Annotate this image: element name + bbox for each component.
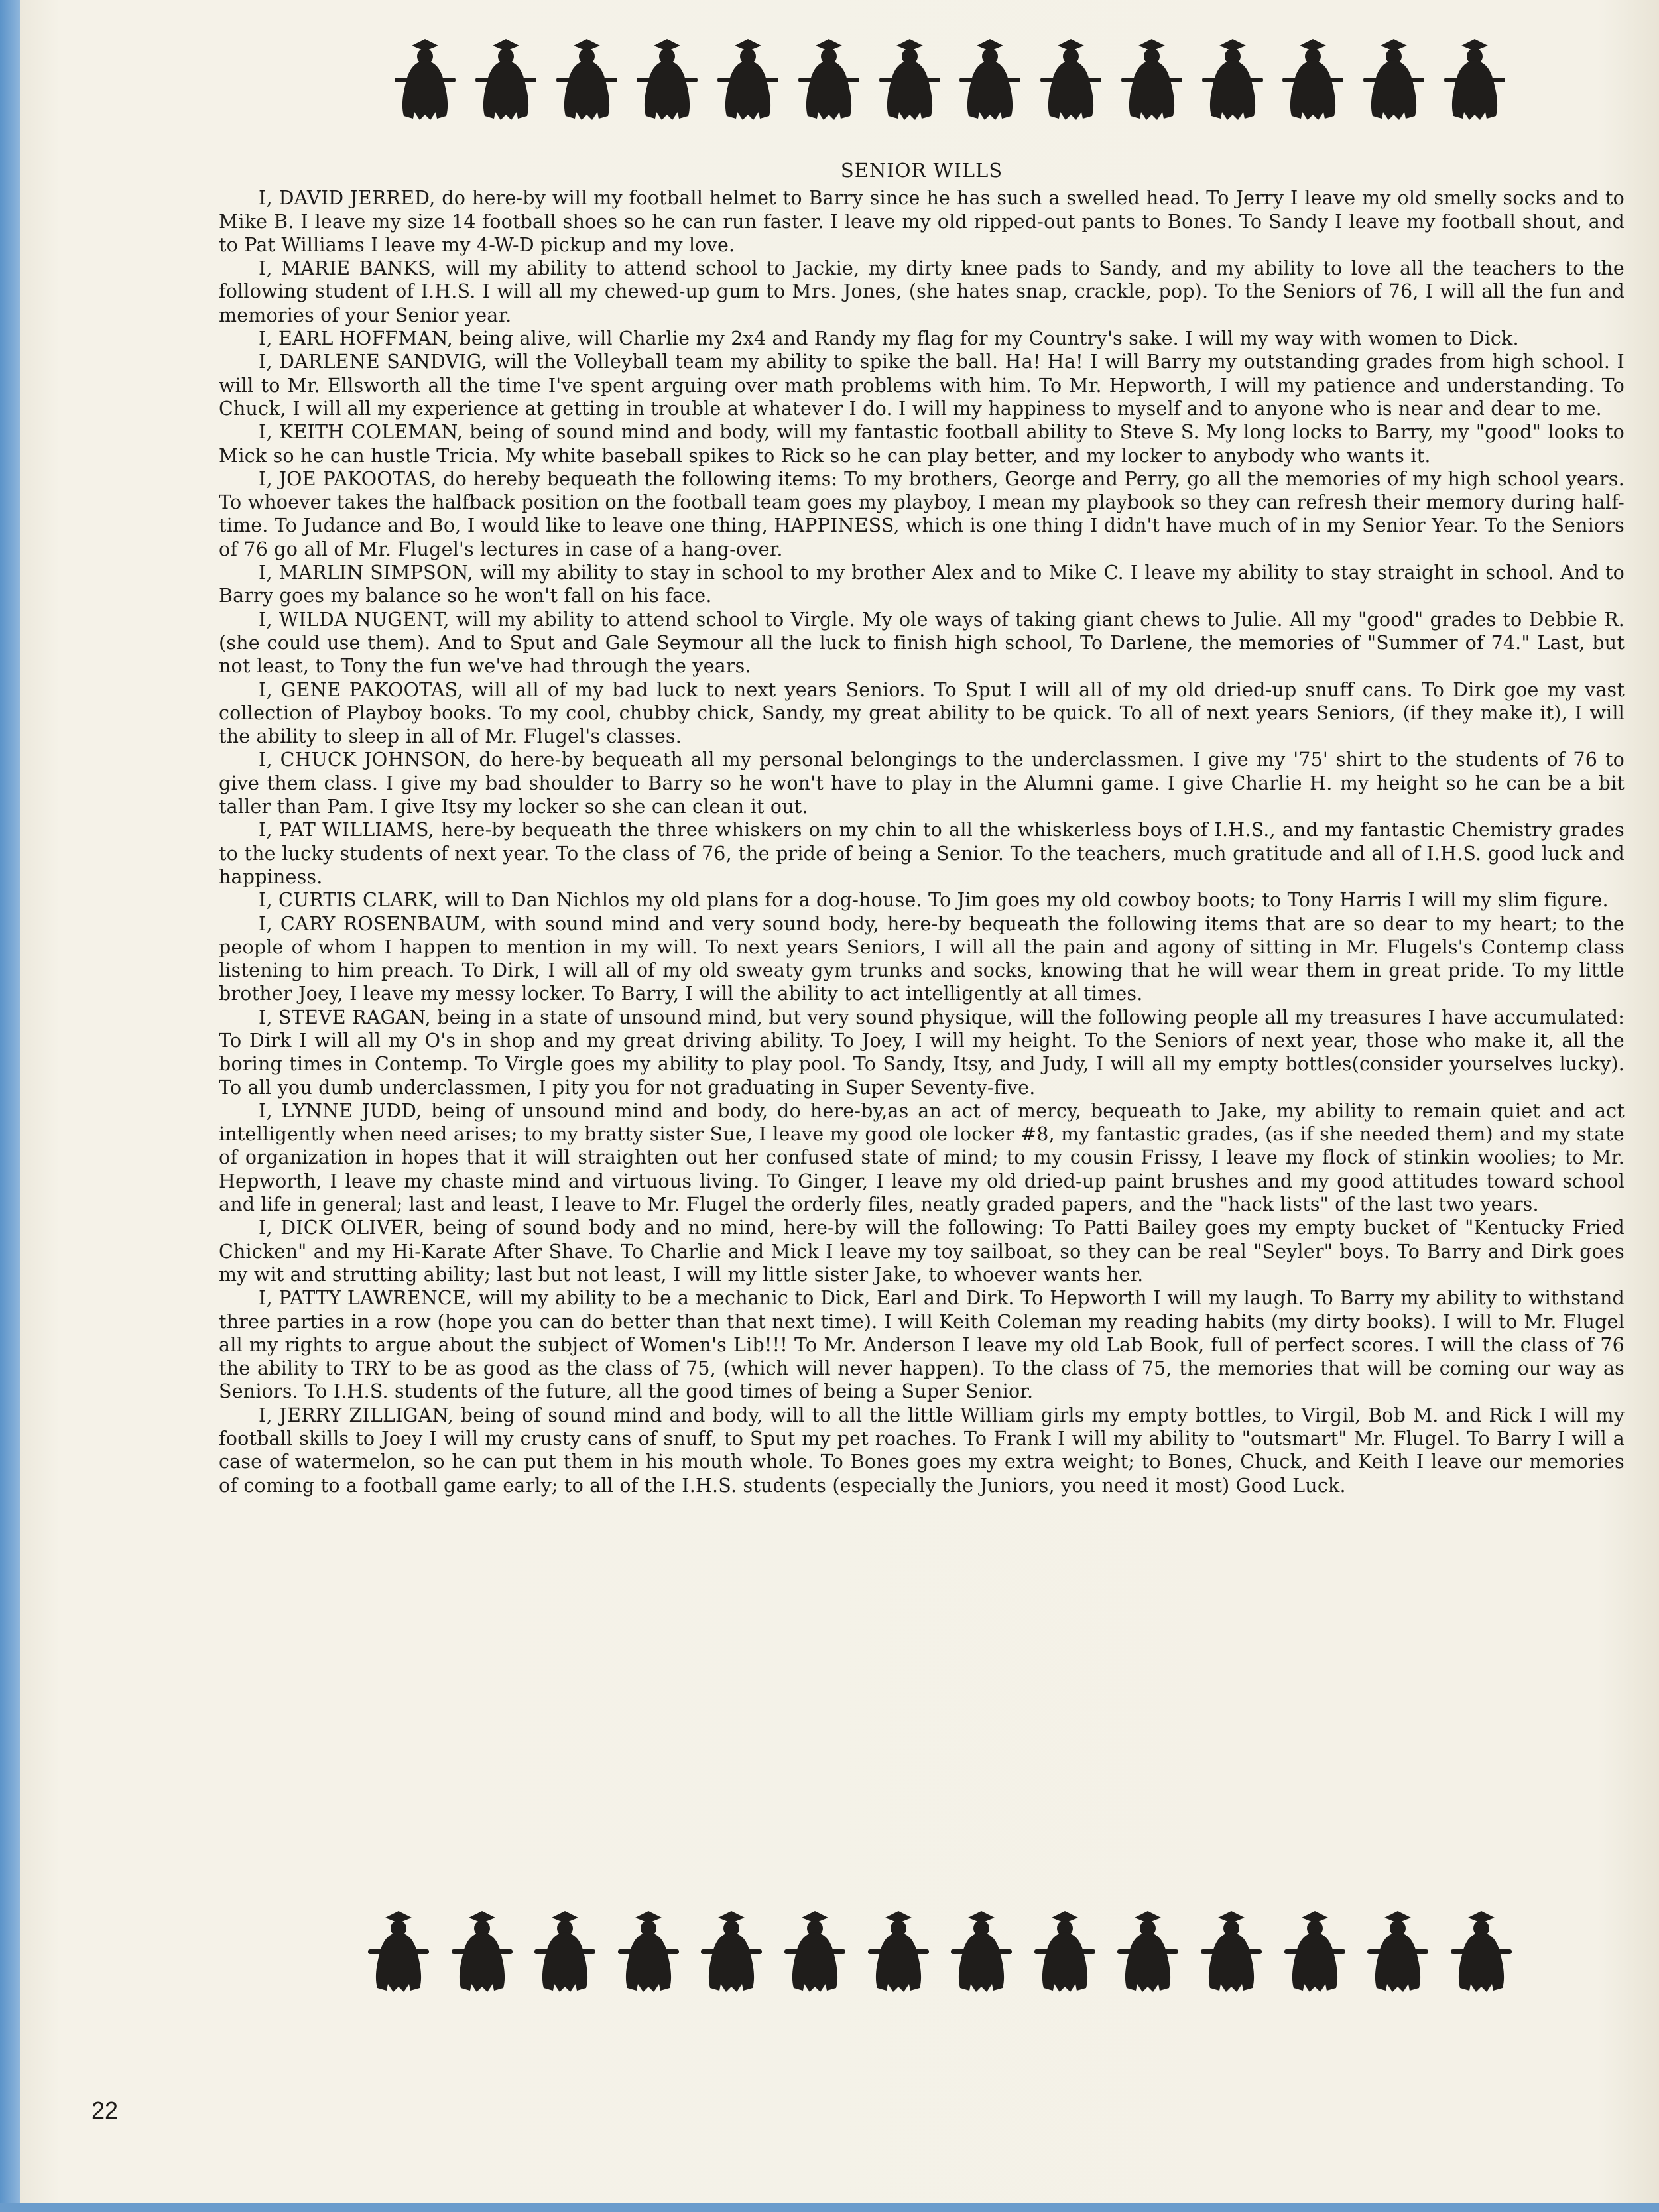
page-title: SENIOR WILLS: [840, 159, 1003, 182]
graduate-figure-icon: [452, 1903, 513, 1996]
will-paragraph: I, PATTY LAWRENCE, will my ability to be a mechanic to Dick, Earl and Dirk. To Hepworth I will my laugh. To Barry my ability to withstand three parties in a row (hope you can do better than that next time). I will Keith Coleman my reading habits (my dirty books). I will to Mr. Flugel all my rights to argue about the subject of Women's Lib!!! To Mr. Anderson I leave my old Lab Book, full of perfect scores. I will the class of 76 the ability to TRY to be as good as the class of 75, (which will never happen). To the class of 75, the memories that will be coming our way as Seniors. To I.H.S. students of the future, all the good times of being a Super Senior.: [219, 1287, 1625, 1403]
graduate-figure-icon: [1202, 31, 1263, 124]
will-paragraph: I, CURTIS CLARK, will to Dan Nichlos my old plans for a dog-house. To Jim goes my old cowboy boots; to Tony Harris I will my slim figure.: [259, 889, 1609, 912]
graduate-figure-icon: [395, 31, 456, 124]
graduate-figure-icon: [1121, 31, 1182, 124]
graduate-figure-icon: [534, 1903, 595, 1996]
will-paragraph: I, CARY ROSENBAUM, with sound mind and very sound body, here-by bequeath the following items that are so dear to my heart; to the people of whom I happen to mention in my will. To next years Seniors, I will all the pain and agony of sitting in Mr. Flugels's Contemp class listening to him preach. To Dirk, I will all of my old sweaty gym trunks and socks, knowing that he will wear them in great pride. To my little brother Joey, I leave my messy locker. To Barry, I will the ability to act intelligently at all times.: [219, 912, 1625, 1005]
graduate-figure-icon: [1117, 1903, 1178, 1996]
graduate-figure-icon: [717, 31, 778, 124]
will-paragraph: I, JOE PAKOOTAS, do hereby bequeath the following items: To my brothers, George and Perry, go all the memories of my high school years. To whoever takes the halfback position on the football team goes my playboy, I mean my playbook so they can refresh their memory during half-time. To Judance and Bo, I would like to leave one thing, HAPPINESS, which is one thing I didn't have much of in my Senior Year. To the Seniors of 76 go all of Mr. Flugel's lectures in case of a hang-over.: [219, 467, 1625, 560]
graduate-figure-icon: [1034, 1903, 1095, 1996]
graduate-figure-icon: [784, 1903, 845, 1996]
graduate-figure-icon: [798, 31, 859, 124]
will-paragraph: I, KEITH COLEMAN, being of sound mind and body, will my fantastic football ability to Steve S. My long locks to Barry, my "good" looks to Mick so he can hustle Tricia. My white baseball spikes to Rick so he can play better, and my locker to anybody who wants it.: [219, 421, 1625, 467]
graduate-figure-icon: [618, 1903, 679, 1996]
graduate-figure-icon: [1367, 1903, 1428, 1996]
graduate-figure-icon: [1040, 31, 1101, 124]
graduate-figure-icon: [475, 31, 536, 124]
cover-edge: [0, 2203, 1659, 2212]
graduate-figure-icon: [637, 31, 698, 124]
will-paragraph: I, EARL HOFFMAN, being alive, will Charlie my 2x4 and Randy my flag for my Country's sake. I will my way with women to Dick.: [259, 328, 1519, 350]
graduate-figure-icon: [701, 1903, 762, 1996]
will-paragraph: I, CHUCK JOHNSON, do here-by bequeath all my personal belongings to the underclassmen. I give my '75' shirt to the students of 76 to give them class. I give my bad shoulder to Barry so he won't have to play in the Alumni game. I give Charlie H. my height so he can be a bit taller than Pam. I give Itsy my locker so she can clean it out.: [219, 749, 1625, 818]
top-graduate-border: [395, 28, 1505, 127]
bottom-graduate-border: [368, 1900, 1512, 1999]
will-paragraph: I, MARIE BANKS, will my ability to attend school to Jackie, my dirty knee pads to Sandy, and my ability to love all the teachers to the following student of I.H.S. I will all my chewed-up gum to Mrs. Jones, (she hates snap, crackle, pop). To the Seniors of 76, I will all the fun and memories of your Senior year.: [219, 257, 1625, 326]
will-paragraph: I, DICK OLIVER, being of sound body and no mind, here-by will the following: To Patti Bailey goes my empty bucket of "Kentucky Fried Chicken" and my Hi-Karate After Shave. To Charlie and Mick I leave my toy sailboat, so they can be real "Seyler" boys. To Barry and Dirk goes my wit and strutting ability; last but not least, I will my little sister Jake, to whoever wants her.: [219, 1217, 1625, 1286]
will-paragraph: I, GENE PAKOOTAS, will all of my bad luck to next years Seniors. To Sput I will all of my old dried-up snuff cans. To Dirk goe my vast collection of Playboy books. To my cool, chubby chick, Sandy, my great ability to be quick. To all of next years Seniors, (if they make it), I will the ability to sleep in all of Mr. Flugel's classes.: [219, 678, 1625, 748]
will-paragraph: I, JERRY ZILLIGAN, being of sound mind and body, will to all the little William girls my empty bottles, to Virgil, Bob M. and Rick I will my football skills to Joey I will my crusty cans of snuff, to Sput my pet roaches. To Frank I will my ability to "outsmart" Mr. Flugel. To Barry I will a case of watermelon, so he can put them in his mouth whole. To Bones goes my extra weight; to Bones, Chuck, and Keith I leave our memories of coming to a football game early; to all of the I.H.S. students (especially the Juniors, you need it most) Good Luck.: [219, 1404, 1625, 1497]
will-paragraph: I, PAT WILLIAMS, here-by bequeath the three whiskers on my chin to all the whiskerless boys of I.H.S., and my fantastic Chemistry grades to the lucky students of next year. To the class of 76, the pride of being a Senior. To the teachers, much gratitude and all of I.H.S. good luck and happiness.: [219, 819, 1625, 888]
will-paragraph: I, STEVE RAGAN, being in a state of unsound mind, but very sound physique, will the following people all my treasures I have accumulated: To Dirk I will all my O's in shop and my great driving ability. To Joey, I will my height. To the Seniors of next year, those who make it, all the boring times in Contemp. To Virgle goes my ability to play pool. To Sandy, Itsy, and Judy, I will all my empty bottles(consider yourselves lucky). To all you dumb underclassmen, I pity you for not graduating in Super Seventy-five.: [219, 1006, 1625, 1099]
graduate-figure-icon: [959, 31, 1020, 124]
graduate-figure-icon: [1284, 1903, 1345, 1996]
will-paragraph: I, WILDA NUGENT, will my ability to attend school to Virgle. My ole ways of taking giant chews to Julie. All my "good" grades to Debbie R. (she could use them). And to Sput and Gale Seymour all the luck to finish high school, To Darlene, the memories of "Summer of 74." Last, but not least, to Tony the fun we've had through the years.: [219, 608, 1625, 678]
binding-edge: [0, 0, 20, 2212]
graduate-figure-icon: [951, 1903, 1012, 1996]
graduate-figure-icon: [1282, 31, 1343, 124]
will-paragraph: I, DAVID JERRED, do here-by will my football helmet to Barry since he has such a swelled head. To Jerry I leave my old smelly socks and to Mike B. I leave my size 14 football shoes so he can run faster. I leave my old ripped-out pants to Bones. To Sandy I leave my football shout, and to Pat Williams I leave my 4-W-D pickup and my love.: [219, 187, 1625, 256]
page-number: 22: [92, 2097, 119, 2124]
senior-wills-section: [219, 159, 1625, 1497]
yearbook-page: [20, 0, 1659, 2212]
will-paragraph: I, MARLIN SIMPSON, will my ability to stay in school to my brother Alex and to Mike C. I leave my ability to stay straight in school. And to Barry goes my balance so he won't fall on his face.: [219, 562, 1625, 607]
graduate-figure-icon: [868, 1903, 929, 1996]
graduate-figure-icon: [556, 31, 617, 124]
graduate-figure-icon: [1201, 1903, 1262, 1996]
graduate-figure-icon: [1451, 1903, 1512, 1996]
graduate-figure-icon: [879, 31, 940, 124]
graduate-figure-icon: [1363, 31, 1424, 124]
graduate-figure-icon: [1444, 31, 1505, 124]
graduate-figure-icon: [368, 1903, 429, 1996]
will-paragraph: I, DARLENE SANDVIG, will the Volleyball team my ability to spike the ball. Ha! Ha! I will Barry my outstanding grades from high school. I will to Mr. Ellsworth all the time I've spent arguing over math problems with him. To Mr. Hepworth, I will my patience and understanding. To Chuck, I will all my experience at getting in trouble at whatever I do. I will my happiness to myself and to anyone who is near and dear to me.: [219, 351, 1625, 420]
will-paragraph: I, LYNNE JUDD, being of unsound mind and body, do here-by,as an act of mercy, bequeath to Jake, my ability to remain quiet and act intelligently when need arises; to my bratty sister Sue, I leave my good ole locker #8, my fantastic grades, (as if she needed them) and my state of organization in hopes that it will straighten out her confused state of mind; to my cousin Frissy, I leave my flock of stinkin woolies; to Mr. Hepworth, I leave my chaste mind and virtuous living. To Ginger, I leave my old dried-up paint brushes and my good attitudes toward school and life in general; last and least, I leave to Mr. Flugel the orderly files, neatly graded papers, and the "hack lists" of the last two years.: [219, 1099, 1625, 1216]
